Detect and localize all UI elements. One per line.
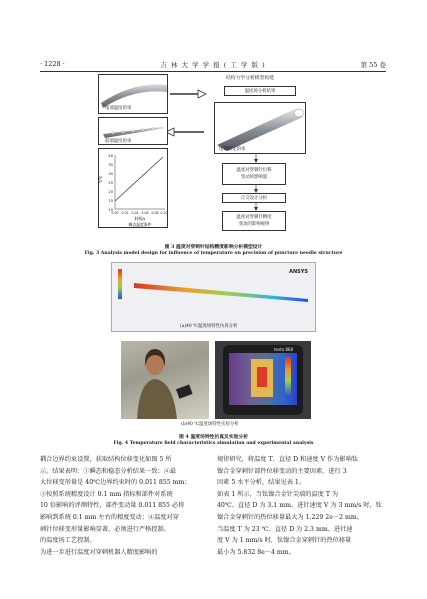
plot-ytick: 35 (108, 163, 113, 167)
plot-ytick: 40 (108, 154, 113, 158)
sim-needle (134, 283, 308, 302)
text-line: 度 V 为 1 mm/s 时，钛镍合金穿刺针的热位移量 (217, 537, 352, 545)
simulation-image (112, 263, 317, 333)
plot-xtick: 0.10 (160, 211, 168, 215)
flow-box-influence-analysis: 温度对穿刺针精度 变动的影响规律 (222, 211, 286, 231)
plot-ytick: 10 (108, 208, 113, 212)
text-line: 大位移变形量是 40℃边界约束时的 0.011 855 mm； (40, 479, 191, 487)
text-line: 因素 5 水平分析，结果见表 1。 (217, 479, 306, 487)
plot-xlabel: 时间/s (134, 216, 146, 221)
plot-xtick: 0.02 (121, 211, 129, 215)
exp-subcaption: (b)40 ℃温度场特性实验分析 (181, 422, 239, 427)
text-line: 耦合边界约束设置，获取结构位移变化如图 5 所 (40, 456, 172, 463)
journal-title: 吉 林 大 学 学 报 ( 工 学 版 ) (160, 61, 266, 69)
page-number: · 1228 · (40, 60, 65, 68)
needle-tail-label: 尾部温度的束 (105, 106, 132, 111)
needle-fixed-panel (214, 102, 306, 154)
plot-temperature-line (115, 157, 163, 201)
needle-front-panel (98, 117, 168, 145)
device-label: testo 868 (273, 347, 293, 352)
thermal-camera-image (215, 341, 311, 419)
text-line: 镍合金穿刺针部件位移变动的主要因素，进行 3 (217, 467, 347, 475)
text-line: 刺针位移变形量影响显著，必须进行严格控制。 (40, 525, 170, 533)
temperature-plot-panel (98, 148, 168, 228)
text-line: 镍合金穿刺针的热位移量最大为 1.229 2e－2 mm。 (217, 513, 363, 521)
body-column-left (40, 454, 212, 558)
text-line: 最小为 5.832 8e－4 mm。 (217, 548, 295, 556)
simulation-panel (111, 262, 316, 332)
structure-model-title: 结构力学分析模型构建 (226, 76, 274, 81)
sim-ansys-logo: ANSYS (289, 269, 308, 275)
running-header (40, 60, 386, 70)
experiment-photo-thermal-camera (215, 341, 311, 419)
text-line: 如表 1 所示，当钛镍合金针尖端的温度 T 为 (217, 490, 339, 498)
sim-subcaption: (a)40 ℃温度场特性仿真分析 (180, 324, 238, 329)
fig3-caption-cn: 图 3 温度对穿刺针结构精度影响分析模型设计 (164, 244, 263, 250)
fig4-caption-en: Fig. 4 Temperature field characteristics simulation and experimental analysis (113, 441, 314, 446)
temperature-result-box: 温度场分析结果 (224, 86, 296, 96)
text-line: 40℃、直径 D 为 3.1 mm、进针速度 V 为 3 mm/s 时，钛 (217, 502, 382, 510)
text-line: 示。结果表明：①瞬态和稳态分析结果一致；②最 (40, 467, 177, 475)
body-column-right (217, 454, 389, 558)
text-line: 的温度场工艺控制。 (40, 537, 96, 545)
figure-3 (96, 74, 328, 242)
plot-sublabel: 瞬态温度条件 (128, 222, 152, 227)
plot-xtick: 0.00 (111, 211, 119, 215)
plot-ytick: 30 (108, 172, 113, 176)
plot-ytick: 15 (108, 199, 113, 203)
needle-front-label: 前端温度的束 (105, 139, 132, 144)
plot-xtick: 0.04 (131, 211, 139, 215)
text-line: 影响到系统 0.1 mm 左右的精度变动；④温度对穿 (40, 513, 179, 521)
volume-number: 第 55 卷 (360, 61, 386, 69)
text-line: 为进一步进行温度对穿刺机器人精度影响的 (40, 548, 158, 556)
needle-fixed-label: 尾部固定的束 (219, 147, 246, 152)
plot-ytick: 20 (108, 190, 113, 194)
flow-box-orthogonal: 正交设计分析 (222, 193, 286, 203)
operator-image (121, 341, 209, 419)
text-line: 规律研究，将温度 T、直径 D 和速度 V 作为影响钛 (217, 456, 358, 463)
plot-xtick: 0.08 (151, 211, 159, 215)
plot-ylabel: T/℃ (99, 175, 103, 183)
header-rule (40, 71, 386, 72)
temperature-plot (99, 149, 169, 229)
experiment-photo-operator (121, 341, 209, 419)
text-line: ③按照系统精度设计 0.1 mm 指标和部件对系统 (40, 490, 173, 498)
fig3-caption-en: Fig. 3 Analysis model design for influence of temperature on precision of puncture needle structure (84, 251, 343, 256)
needle-tail-panel (98, 74, 168, 114)
plot-xtick: 0.06 (141, 211, 149, 215)
sim-color-legend (118, 269, 122, 299)
text-line: 10 倍影响的评测特性，部件变动量 0.011 855 必将 (40, 502, 185, 510)
fig4-caption-cn: 图 4 温度场特性仿真及实验分析 (178, 434, 249, 440)
text-line: 当温度 T 为 23 ℃、直径 D 为 2.3 mm、进针速 (217, 525, 353, 533)
flow-box-displacement: 温度对穿刺针位移 变动的影响量 (222, 163, 286, 185)
plot-ytick: 25 (108, 181, 113, 185)
